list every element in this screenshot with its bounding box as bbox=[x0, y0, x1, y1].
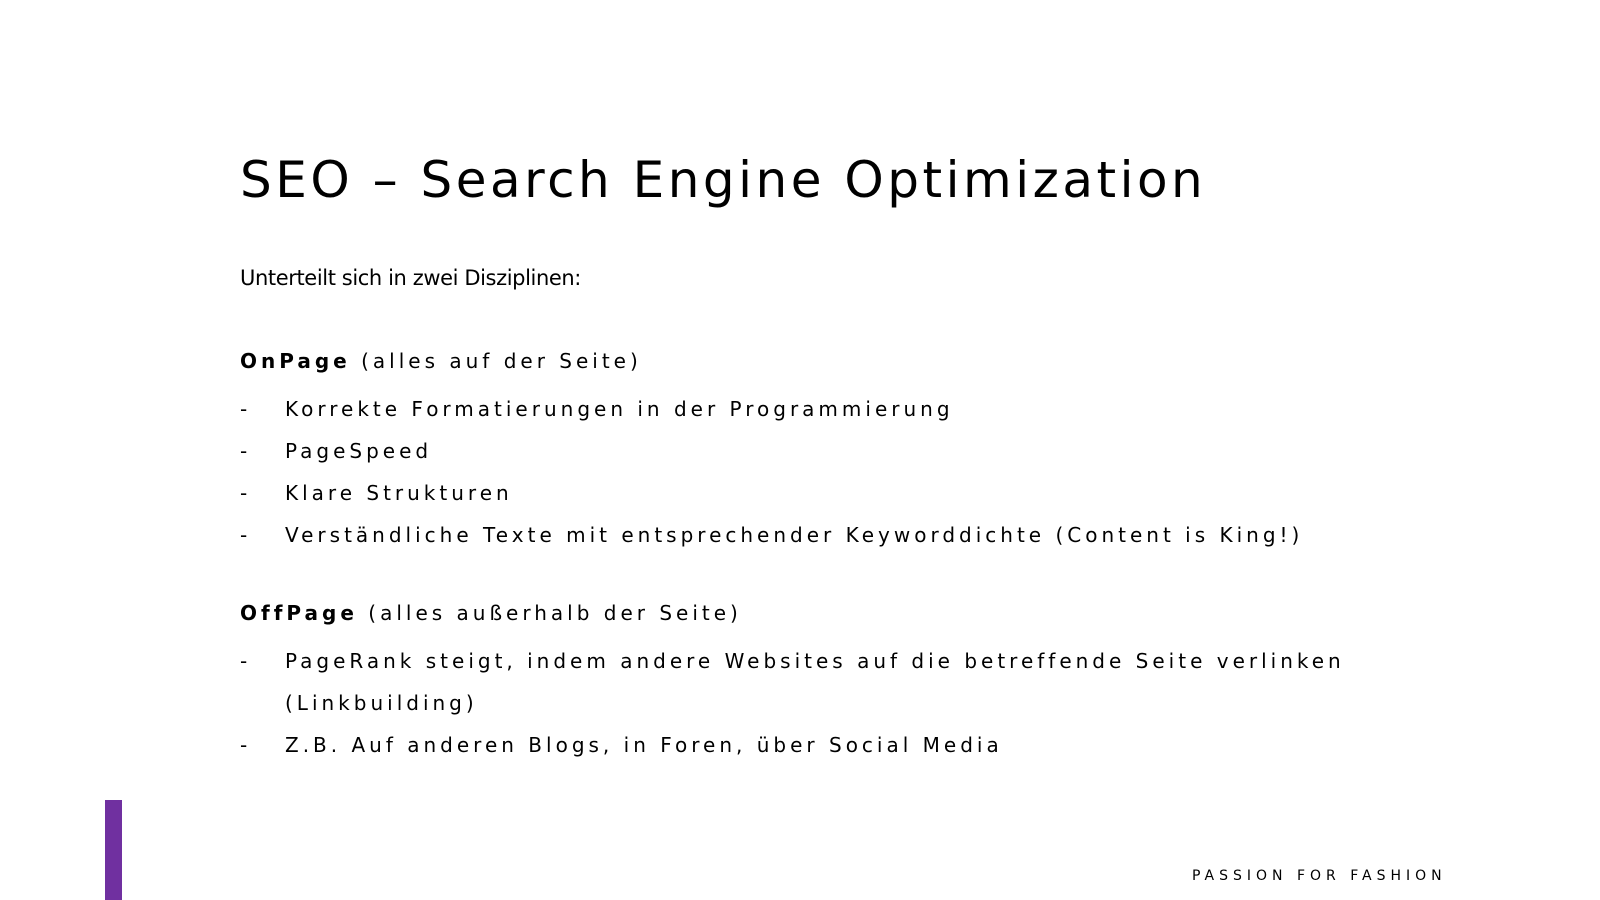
onpage-subheading: (alles auf der Seite) bbox=[361, 349, 642, 373]
list-item bbox=[240, 640, 1485, 724]
offpage-list bbox=[240, 640, 1485, 766]
list-item bbox=[240, 724, 1485, 766]
onpage-list bbox=[240, 388, 1485, 556]
footer-tagline: PASSION FOR FASHION bbox=[1192, 868, 1447, 884]
bullet-marker: - bbox=[240, 523, 248, 547]
bullet-marker: - bbox=[240, 397, 248, 421]
offpage-section bbox=[240, 598, 1485, 766]
slide-title: SEO – Search Engine Optimization bbox=[240, 151, 1207, 209]
list-item bbox=[240, 388, 1485, 430]
list-item bbox=[240, 514, 1485, 556]
onpage-heading-line bbox=[240, 346, 1485, 388]
list-item-text: PageSpeed bbox=[285, 439, 433, 463]
list-item-text: Korrekte Formatierungen in der Programmierung bbox=[285, 397, 954, 421]
accent-bar bbox=[105, 800, 122, 900]
intro-text: Unterteilt sich in zwei Disziplinen: bbox=[240, 266, 581, 290]
bullet-marker: - bbox=[240, 649, 248, 673]
bullet-marker: - bbox=[240, 439, 248, 463]
list-item bbox=[240, 472, 1485, 514]
list-item-text-continued: (Linkbuilding) bbox=[285, 691, 478, 715]
list-item-text: Klare Strukturen bbox=[285, 481, 513, 505]
offpage-heading: OffPage bbox=[240, 601, 358, 625]
list-item bbox=[240, 430, 1485, 472]
offpage-heading-line bbox=[240, 598, 1485, 640]
list-item-text: Verständliche Texte mit entsprechender Keyworddichte (Content is King!) bbox=[285, 523, 1304, 547]
list-item-text: PageRank steigt, indem andere Websites auf die betreffende Seite verlinken bbox=[285, 649, 1345, 673]
onpage-heading: OnPage bbox=[240, 349, 351, 373]
bullet-marker: - bbox=[240, 733, 248, 757]
offpage-subheading: (alles außerhalb der Seite) bbox=[368, 601, 742, 625]
onpage-section bbox=[240, 346, 1485, 556]
list-item-text: Z.B. Auf anderen Blogs, in Foren, über Social Media bbox=[285, 733, 1003, 757]
bullet-marker: - bbox=[240, 481, 248, 505]
